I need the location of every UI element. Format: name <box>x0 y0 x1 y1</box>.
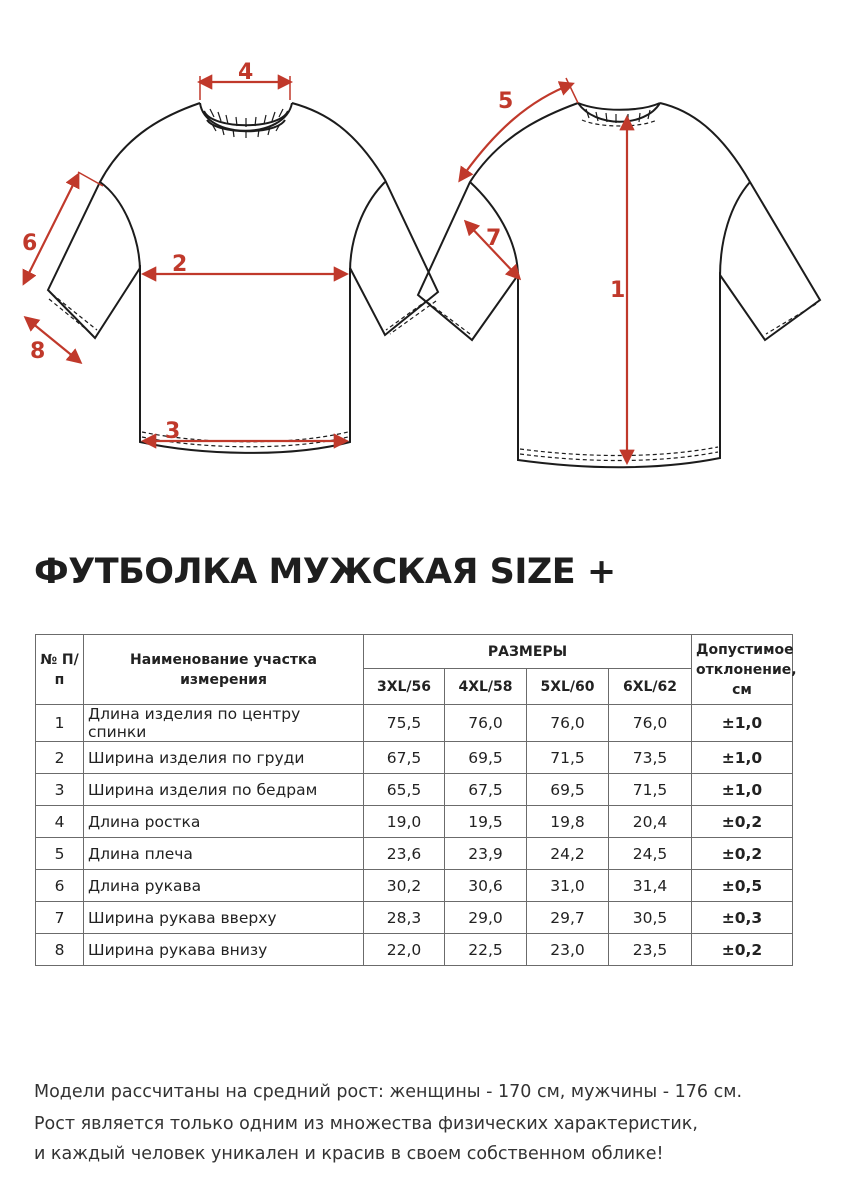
table-row <box>36 705 793 742</box>
measurement-arrows <box>24 76 627 462</box>
row-value: 24,2 <box>527 838 609 870</box>
row-tolerance: ±0,5 <box>692 870 793 902</box>
size-header: 5XL/60 <box>527 669 609 705</box>
table-row <box>36 806 793 838</box>
table-row <box>36 742 793 774</box>
note-line-3: и каждый человек уникален и красив в своем собственном облике! <box>34 1144 664 1164</box>
note-line-2: Рост является только одним из множества физических характеристик, <box>34 1114 698 1134</box>
col-header-num: № П/п <box>36 635 84 705</box>
row-value: 75,5 <box>364 705 445 742</box>
row-value: 29,0 <box>445 902 527 934</box>
size-table <box>35 634 797 966</box>
label-2: 2 <box>172 252 188 277</box>
size-header: 4XL/58 <box>445 669 527 705</box>
label-6: 6 <box>22 231 38 256</box>
page-title: ФУТБОЛКА МУЖСКАЯ SIZE + <box>34 552 616 592</box>
row-value: 76,0 <box>445 705 527 742</box>
row-value: 22,5 <box>445 934 527 966</box>
row-value: 30,6 <box>445 870 527 902</box>
row-num: 2 <box>36 742 84 774</box>
row-num: 5 <box>36 838 84 870</box>
row-name: Длина рукава <box>84 870 364 902</box>
row-tolerance: ±1,0 <box>692 742 793 774</box>
table-row <box>36 934 793 966</box>
row-value: 71,5 <box>609 774 692 806</box>
row-value: 73,5 <box>609 742 692 774</box>
row-value: 23,9 <box>445 838 527 870</box>
row-num: 6 <box>36 870 84 902</box>
row-value: 23,0 <box>527 934 609 966</box>
label-5: 5 <box>498 89 514 114</box>
row-value: 67,5 <box>364 742 445 774</box>
label-4: 4 <box>238 60 254 85</box>
row-value: 71,5 <box>527 742 609 774</box>
col-header-name: Наименование участка измерения <box>84 635 364 705</box>
row-tolerance: ±0,3 <box>692 902 793 934</box>
table-row <box>36 902 793 934</box>
row-name: Длина ростка <box>84 806 364 838</box>
row-num: 7 <box>36 902 84 934</box>
row-value: 76,0 <box>609 705 692 742</box>
row-num: 1 <box>36 705 84 742</box>
col-header-sizes: РАЗМЕРЫ <box>364 635 692 669</box>
row-name: Ширина изделия по груди <box>84 742 364 774</box>
label-8: 8 <box>30 339 46 364</box>
row-value: 19,0 <box>364 806 445 838</box>
row-value: 23,5 <box>609 934 692 966</box>
row-tolerance: ±0,2 <box>692 806 793 838</box>
label-3: 3 <box>165 419 181 444</box>
row-value: 20,4 <box>609 806 692 838</box>
row-value: 28,3 <box>364 902 445 934</box>
front-view <box>48 103 438 453</box>
row-tolerance: ±0,2 <box>692 934 793 966</box>
row-name: Ширина рукава внизу <box>84 934 364 966</box>
tshirt-measurement-diagram <box>0 0 841 500</box>
row-name: Длина изделия по центру спинки <box>84 705 364 742</box>
col-header-tolerance: Допустимое отклонение, см <box>692 635 793 705</box>
row-name: Ширина изделия по бедрам <box>84 774 364 806</box>
label-1: 1 <box>610 278 626 303</box>
row-value: 29,7 <box>527 902 609 934</box>
row-name: Ширина рукава вверху <box>84 902 364 934</box>
row-value: 31,0 <box>527 870 609 902</box>
row-value: 23,6 <box>364 838 445 870</box>
row-value: 22,0 <box>364 934 445 966</box>
row-value: 30,5 <box>609 902 692 934</box>
size-header: 3XL/56 <box>364 669 445 705</box>
row-value: 76,0 <box>527 705 609 742</box>
row-value: 69,5 <box>445 742 527 774</box>
row-value: 69,5 <box>527 774 609 806</box>
table-header-row <box>36 635 793 669</box>
row-value: 67,5 <box>445 774 527 806</box>
measurement-labels <box>22 60 625 444</box>
row-tolerance: ±0,2 <box>692 838 793 870</box>
row-value: 30,2 <box>364 870 445 902</box>
table-row <box>36 870 793 902</box>
row-tolerance: ±1,0 <box>692 705 793 742</box>
row-value: 65,5 <box>364 774 445 806</box>
table-row <box>36 838 793 870</box>
row-value: 19,8 <box>527 806 609 838</box>
row-num: 8 <box>36 934 84 966</box>
row-tolerance: ±1,0 <box>692 774 793 806</box>
row-value: 31,4 <box>609 870 692 902</box>
note-average-height: Модели рассчитаны на средний рост: женщины - 170 см, мужчины - 176 см. <box>34 1082 743 1102</box>
row-name: Длина плеча <box>84 838 364 870</box>
label-7: 7 <box>486 226 502 251</box>
row-num: 4 <box>36 806 84 838</box>
table-row <box>36 774 793 806</box>
size-header: 6XL/62 <box>609 669 692 705</box>
row-value: 24,5 <box>609 838 692 870</box>
row-num: 3 <box>36 774 84 806</box>
row-value: 19,5 <box>445 806 527 838</box>
